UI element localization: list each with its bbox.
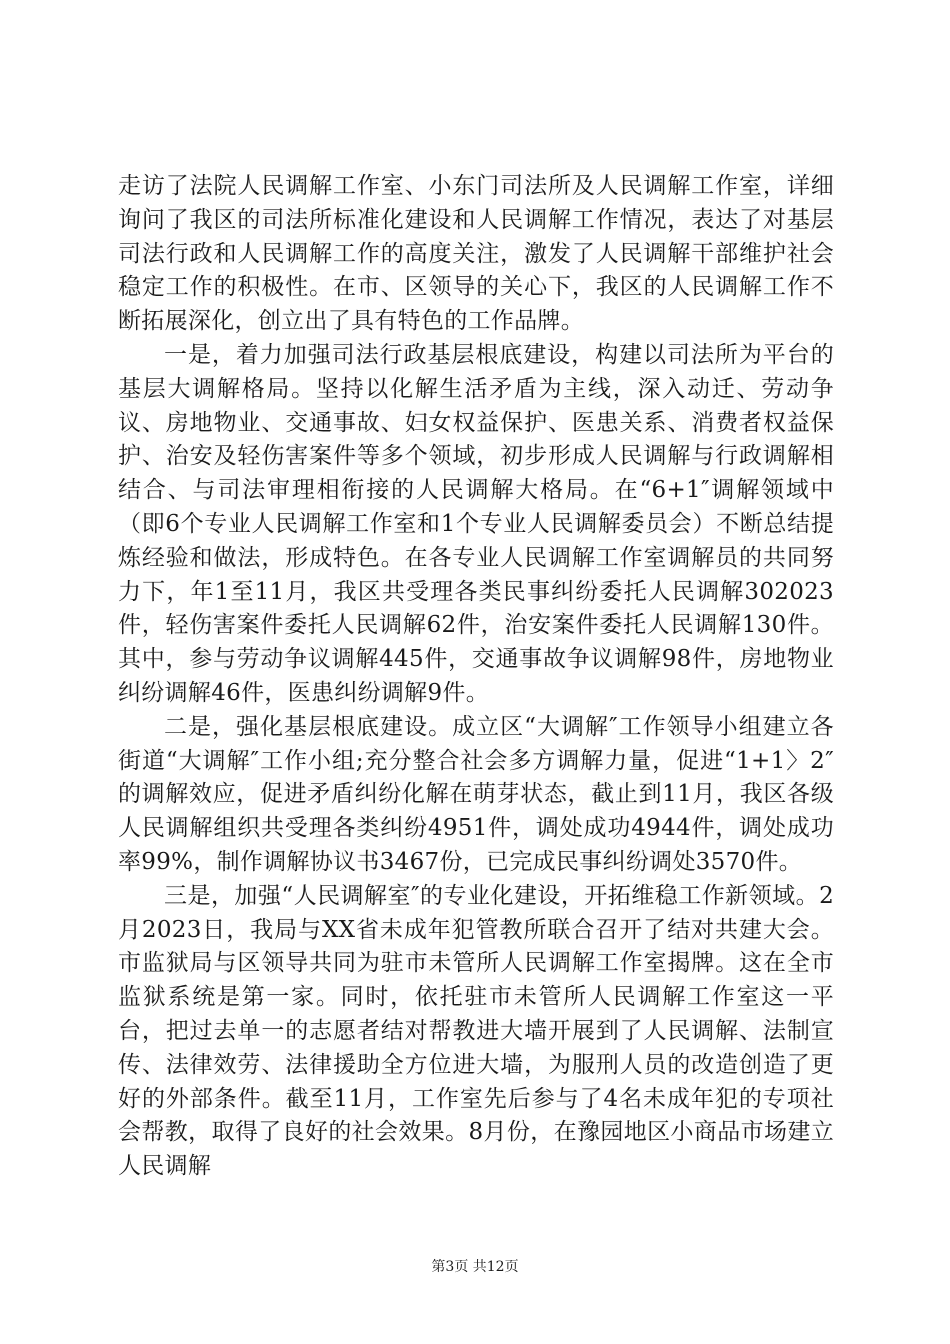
paragraph-point-one: 一是，着力加强司法行政基层根底建设，构建以司法所为平台的基层大调解格局。坚持以化解生活矛盾为主线，深入动迁、劳动争议、房地物业、交通事故、妇女权益保护、医患关系、消费者权益保护、治安及轻伤害案件等多个领域，初步形成人民调解与行政调解相结合、与司法审理相衔接的人民调解大格局。在“6+1″调解领域中（即6个专业人民调解工作室和1个专业人民调解委员会）不断总结提炼经验和做法，形成特色。在各专业人民调解工作室调解员的共同努力下，年1至11月，我区共受理各类民事纠纷委托人民调解302023件，轻伤害案件委托人民调解62件，治安案件委托人民调解130件。其中，参与劳动争议调解445件，交通事故争议调解98件，房地物业纠纷调解46件，医患纠纷调解9件。 — [118, 341, 834, 706]
paragraph-intro: 走访了法院人民调解工作室、小东门司法所及人民调解工作室，详细询问了我区的司法所标准化建设和人民调解工作情况，表达了对基层司法行政和人民调解工作的高度关注，激发了人民调解干部维护社会稳定工作的积极性。在市、区领导的关心下，我区的人民调解工作不断拓展深化，创立出了具有特色的工作品牌。 — [118, 173, 834, 335]
paragraph-point-three: 三是，加强“人民调解室″的专业化建设，开拓维稳工作新领域。2月2023日，我局与XX省未成年犯管教所联合召开了结对共建大会。市监狱局与区领导共同为驻市未管所人民调解工作室揭牌。这在全市监狱系统是第一家。同时，依托驻市未管所人民调解工作室这一平台，把过去单一的志愿者结对帮教进大墙开展到了人民调解、法制宣传、法律效劳、法律援助全方位进大墙，为服刑人员的改造创造了更好的外部条件。截至11月，工作室先后参与了4名未成年犯的专项社会帮教，取得了良好的社会效果。8月份，在豫园地区小商品市场建立人民调解 — [118, 882, 834, 1180]
paragraph-point-two: 二是，强化基层根底建设。成立区“大调解″工作领导小组建立各街道“大调解″工作小组;充分整合社会多方调解力量，促进“1+1〉2″的调解效应，促进矛盾纠纷化解在萌芽状态，截止到11月，我区各级人民调解组织共受理各类纠纷4951件，调处成功4944件，调处成功率99%，制作调解协议书3467份，已完成民事纠纷调处3570件。 — [118, 713, 834, 875]
page-number-label: 第3页 共12页 — [431, 1259, 519, 1275]
page-footer — [0, 1256, 950, 1276]
document-body — [118, 170, 834, 1184]
